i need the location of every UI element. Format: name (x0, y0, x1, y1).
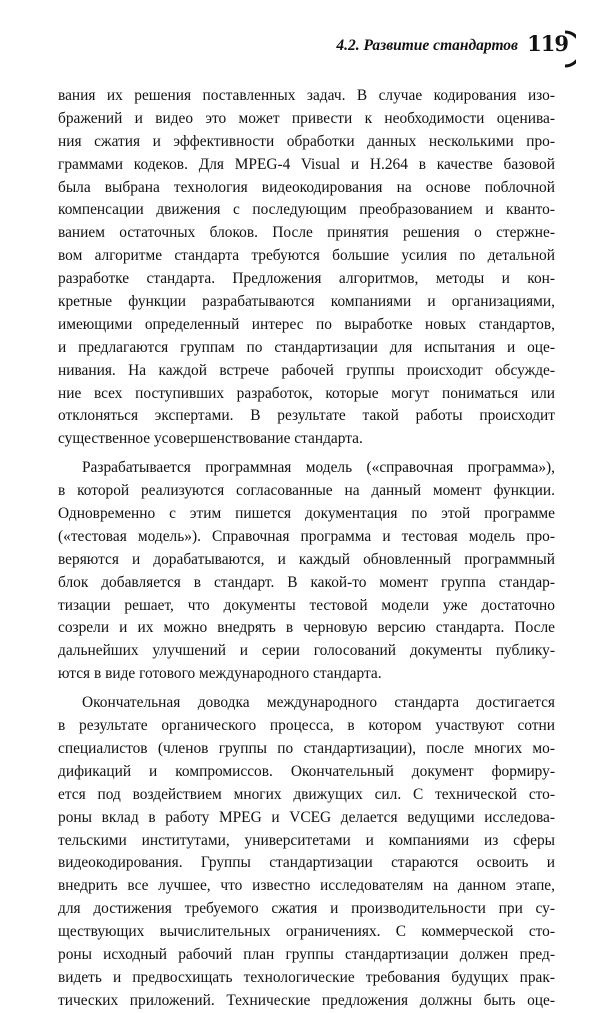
text-line: в результате органического процесса, в котором участвуют сотни (58, 717, 555, 735)
text-line: вания их решения поставленных задач. В случае кодирования изо- (58, 87, 555, 104)
running-header (0, 30, 576, 70)
text-line: веряются и дорабатываются, и каждый обновленный программный (58, 550, 555, 568)
text-line: созрели и их можно внедрять в черновую версию стандарта. После (58, 619, 555, 637)
text-line: внедрить все лучшее, что известно исследователям на данном этапе, (58, 877, 555, 895)
text-line: роны вклад в работу MPEG и VCEG делается ведущими исследова- (58, 808, 555, 826)
text-line: существенное усовершенствование стандарта. (58, 430, 363, 448)
text-line: граммами кодеков. Для MPEG-4 Visual и H.264 в качестве базовой (58, 155, 555, 173)
text-line: ществующих вычислительных ограничениях. С коммерческой сто- (58, 923, 555, 941)
text-line: тельскими институтами, университетами и компаниями из сферы (58, 831, 555, 849)
text-line: для достижения требуемого сжатия и производительности при су- (58, 900, 555, 918)
paragraph-3 (58, 692, 555, 1012)
text-line: ния сжатия и эффективности обработки данных несколькими про- (58, 132, 555, 150)
text-line: Окончательная доводка международного стандарта достигается (82, 694, 555, 712)
text-line: видеть и предвосхищать технологические требования будущих прак- (58, 968, 555, 986)
text-line: ется под воздействием многих движущих сил. С технической сто- (58, 785, 555, 803)
page-number: 119 (527, 31, 568, 56)
text-line: компенсации движения с последующим преобразованием и кванто- (58, 201, 555, 219)
text-line: видеокодирования. Группы стандартизации стараются освоить и (58, 854, 555, 872)
text-line: блок добавляется в стандарт. В какой-то момент группа стандар- (58, 573, 555, 591)
text-line: дификаций и компромиссов. Окончательный документ формиру- (58, 762, 555, 780)
text-line: имеющими определенный интерес по выработке новых стандартов, (58, 315, 555, 333)
paragraph-2 (58, 457, 555, 686)
text-line: дальнейших улучшений и серии голосований документы публику- (58, 642, 555, 660)
text-line: была выбрана технология видеокодирования на основе поблочной (58, 178, 555, 196)
text-line: («тестовая модель»). Справочная программа и тестовая модель про- (58, 527, 555, 545)
page-number-arc-icon (564, 30, 576, 68)
text-line: Одновременно с этим пишется документация по этой программе (58, 505, 555, 523)
text-line: в которой реализуются согласованные на данный момент функции. (58, 482, 555, 500)
text-line: ются в виде готового международного стандарта. (58, 665, 382, 683)
text-line: ванием остаточных блоков. После принятия решения о стержне- (58, 224, 555, 242)
paragraph-1 (58, 85, 555, 451)
text-line: тических приложений. Технические предложения должны быть оце- (58, 991, 555, 1009)
text-line: вом алгоритме стандарта требуются большие усилия по детальной (58, 247, 555, 265)
text-line: ние всех поступивших разработок, которые могут пониматься или (58, 384, 555, 402)
text-line: роны исходный рабочий план группы стандартизации должен пред- (58, 945, 555, 963)
text-line: нивания. На каждой встрече рабочей группы происходит обсужде- (58, 361, 555, 379)
body-text (58, 85, 555, 1013)
text-line: Разрабатывается программная модель («справочная программа»), (82, 459, 555, 477)
text-line: тизации решает, что документы тестовой модели уже достаточно (58, 596, 555, 614)
text-line: разработке стандарта. Предложения алгоритмов, методы и кон- (58, 270, 555, 288)
text-line: отклоняться экспертами. В результате такой работы происходит (58, 407, 555, 425)
text-line: бражений и видео это может привести к необходимости оценива- (58, 109, 555, 127)
text-line: специалистов (членов группы по стандартизации), после многих мо- (58, 739, 555, 757)
text-line: кретные функции разрабатываются компаниями и организациями, (58, 293, 555, 311)
section-title: 4.2. Развитие стандартов (336, 37, 518, 54)
text-line: и предлагаются группам по стандартизации для испытания и оце- (58, 338, 555, 356)
